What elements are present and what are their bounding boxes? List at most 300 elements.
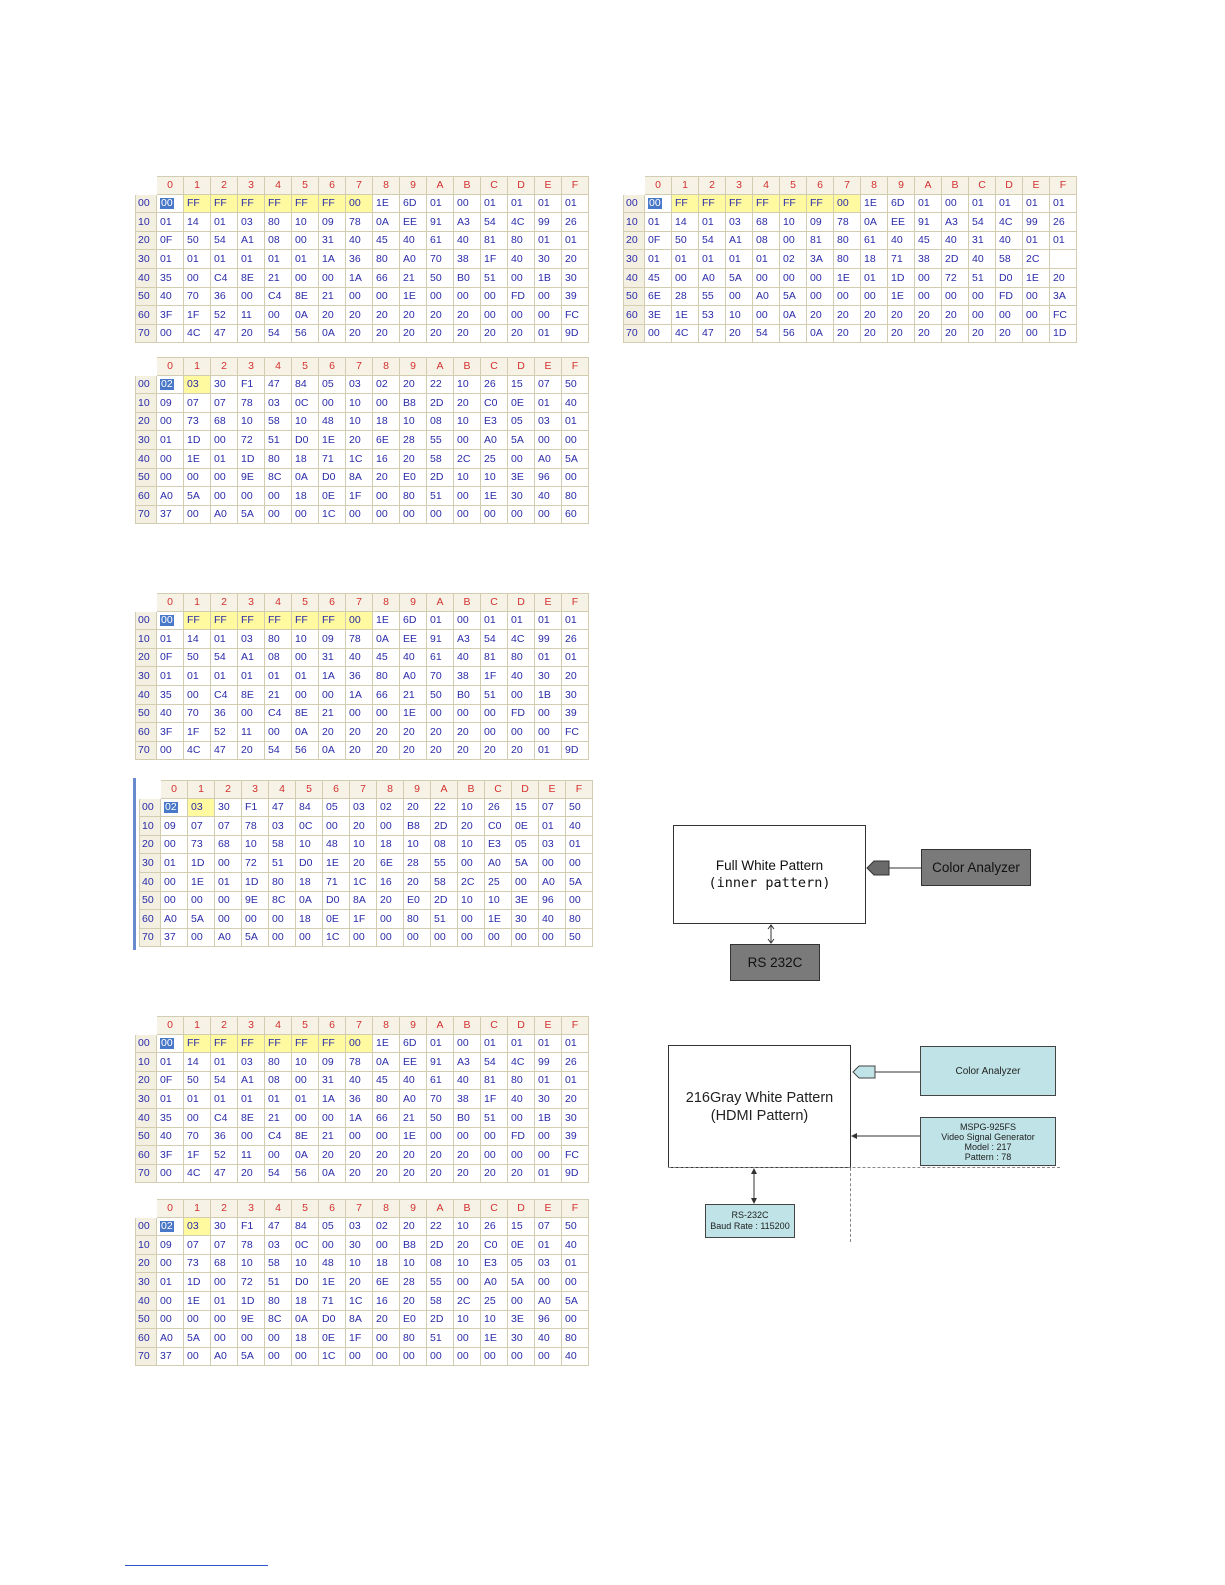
hex-cell: 26	[1050, 213, 1077, 232]
hex-cell: 00	[562, 469, 589, 488]
hex-cell: 38	[915, 250, 942, 269]
column-header: 6	[319, 1199, 346, 1218]
hex-cell: 00	[319, 686, 346, 705]
hex-cell: 30	[562, 686, 589, 705]
hex-cell: 08	[265, 649, 292, 668]
hex-cell: 00	[508, 269, 535, 288]
hex-cell: 15	[508, 376, 535, 395]
row-header: 60	[135, 487, 157, 506]
hex-cell: 39	[562, 1128, 589, 1147]
hex-cell: 48	[323, 836, 350, 855]
hex-cell: FF	[319, 1035, 346, 1054]
hex-cell: 40	[454, 232, 481, 251]
column-header: 8	[373, 593, 400, 612]
hex-cell: 07	[535, 1218, 562, 1237]
hex-cell: 84	[292, 1218, 319, 1237]
hex-cell: 00	[427, 1128, 454, 1147]
hex-cell: 9E	[238, 1311, 265, 1330]
hex-cell: 01	[481, 612, 508, 631]
hex-cell: 26	[481, 376, 508, 395]
hex-cell: 20	[373, 1165, 400, 1184]
hex-cell: 52	[211, 723, 238, 742]
hex-cell: 01	[535, 195, 562, 214]
hex-cell: 96	[535, 1311, 562, 1330]
row-header: 60	[135, 1329, 157, 1348]
hex-cell: 10	[454, 1311, 481, 1330]
column-header: 1	[184, 1199, 211, 1218]
hex-cell: 28	[672, 288, 699, 307]
column-header: 3	[726, 176, 753, 195]
hex-cell: 00	[834, 288, 861, 307]
hex-cell: D0	[292, 1273, 319, 1292]
hex-cell: 36	[346, 250, 373, 269]
hex-cell: 00	[481, 723, 508, 742]
hex-cell: 21	[265, 1109, 292, 1128]
hex-cell: B0	[454, 1109, 481, 1128]
hex-cell: 00	[269, 910, 296, 929]
hex-cell: 56	[292, 325, 319, 344]
hex-cell: 00	[508, 506, 535, 525]
color-analyzer-box: Color Analyzer	[921, 849, 1031, 886]
row-header: 30	[139, 854, 161, 873]
hex-cell: 20	[454, 1236, 481, 1255]
hex-cell: 00	[535, 1128, 562, 1147]
hex-cell: 47	[269, 799, 296, 818]
hex-cell: 84	[292, 376, 319, 395]
hex-cell: 51	[969, 269, 996, 288]
hex-cell: 01	[211, 1053, 238, 1072]
hex-cell: 2D	[427, 394, 454, 413]
hex-cell: A0	[485, 854, 512, 873]
hex-cell: 10	[292, 630, 319, 649]
hex-cell: 26	[481, 1218, 508, 1237]
hex-cell: 2D	[427, 1311, 454, 1330]
hex-cell: 35	[157, 1109, 184, 1128]
column-header: D	[508, 1016, 535, 1035]
hex-cell: 30	[508, 487, 535, 506]
row-header: 20	[135, 232, 157, 251]
hex-cell: 00	[184, 1311, 211, 1330]
hex-cell: FD	[508, 1128, 535, 1147]
hex-cell: 40	[157, 288, 184, 307]
hex-cell: 00	[535, 506, 562, 525]
hex-table	[135, 593, 589, 760]
hex-cell: 00	[157, 1255, 184, 1274]
hex-cell: 16	[373, 1292, 400, 1311]
hex-cell: 21	[265, 686, 292, 705]
hex-cell: 80	[373, 250, 400, 269]
hex-cell: 30	[535, 1090, 562, 1109]
column-header: 9	[400, 357, 427, 376]
hex-cell: 45	[373, 649, 400, 668]
hex-cell: D0	[296, 854, 323, 873]
hex-cell: 00	[562, 1311, 589, 1330]
hex-cell: FD	[508, 288, 535, 307]
hex-cell: 9D	[562, 325, 589, 344]
hex-cell: 52	[211, 306, 238, 325]
hex-cell: 18	[373, 1255, 400, 1274]
hex-cell: 0E	[319, 1329, 346, 1348]
hex-cell: 38	[454, 250, 481, 269]
hex-cell: 0F	[157, 1072, 184, 1091]
hex-cell: 00	[292, 1072, 319, 1091]
hex-cell: 80	[566, 910, 593, 929]
hex-cell: 01	[645, 213, 672, 232]
hex-cell: EE	[888, 213, 915, 232]
hex-cell: 10	[454, 1218, 481, 1237]
hex-cell: 30	[508, 1329, 535, 1348]
hex-cell: 20	[458, 817, 485, 836]
hex-cell: 1D	[184, 431, 211, 450]
hex-cell: 99	[1023, 213, 1050, 232]
hex-cell: 08	[753, 232, 780, 251]
row-header: 10	[135, 394, 157, 413]
hex-cell: B8	[400, 1236, 427, 1255]
hex-cell: 00	[238, 1128, 265, 1147]
hex-cell: 00	[562, 431, 589, 450]
hex-cell: 81	[481, 232, 508, 251]
column-header: 6	[319, 593, 346, 612]
hex-cell: 1E	[861, 195, 888, 214]
hex-cell: 01	[211, 1292, 238, 1311]
column-header: 3	[238, 1016, 265, 1035]
hex-cell: 40	[346, 232, 373, 251]
hex-cell: 70	[184, 1128, 211, 1147]
column-header: 2	[211, 357, 238, 376]
hex-cell: 4C	[184, 742, 211, 761]
hex-cell: 20	[400, 450, 427, 469]
hex-cell: 5A	[726, 269, 753, 288]
hex-cell: 78	[834, 213, 861, 232]
hex-cell: 73	[188, 836, 215, 855]
hex-cell: 80	[562, 1329, 589, 1348]
hex-cell: 01	[562, 195, 589, 214]
hex-cell: 01	[211, 1090, 238, 1109]
hex-cell: 1C	[350, 873, 377, 892]
hex-cell: 01	[726, 250, 753, 269]
hex-cell: 21	[319, 1128, 346, 1147]
hex-cell: 01	[481, 1035, 508, 1054]
pattern-subtitle: (HDMI Pattern)	[710, 1107, 809, 1124]
hex-cell: 00	[915, 288, 942, 307]
column-header: 0	[161, 780, 188, 799]
hex-cell: 21	[400, 686, 427, 705]
hex-cell: 1A	[346, 269, 373, 288]
hex-cell: 00	[319, 1109, 346, 1128]
hex-cell: 20	[1050, 269, 1077, 288]
row-header: 20	[135, 1255, 157, 1274]
column-header: F	[562, 1016, 589, 1035]
hex-cell: 20	[373, 325, 400, 344]
hex-cell: 00	[427, 705, 454, 724]
hex-cell: 8C	[269, 892, 296, 911]
hex-cell: 40	[562, 1348, 589, 1367]
hex-cell: 01	[699, 250, 726, 269]
hex-cell: 09	[157, 394, 184, 413]
hex-cell: 4C	[508, 1053, 535, 1072]
hex-cell: 01	[645, 250, 672, 269]
hex-cell: 01	[157, 667, 184, 686]
hex-cell: 20	[481, 1165, 508, 1184]
selected-byte: 02	[161, 378, 173, 391]
hex-cell: 50	[566, 929, 593, 948]
hex-cell: 2C	[454, 450, 481, 469]
hex-cell: 20	[400, 1165, 427, 1184]
column-header: 8	[377, 780, 404, 799]
hex-cell: 21	[319, 705, 346, 724]
hex-cell: 03	[238, 630, 265, 649]
table-corner	[135, 1016, 157, 1035]
column-header: 6	[319, 357, 346, 376]
hex-cell: 47	[211, 1165, 238, 1184]
hex-cell: 1E	[184, 1292, 211, 1311]
column-header: 2	[211, 593, 238, 612]
hex-cell: 36	[211, 288, 238, 307]
column-header: A	[431, 780, 458, 799]
hex-cell: 1A	[319, 667, 346, 686]
column-header: 2	[211, 1016, 238, 1035]
pattern-title: Full White Pattern	[715, 858, 824, 873]
hex-cell: 03	[539, 836, 566, 855]
hex-cell: 00	[292, 1109, 319, 1128]
hex-cell: 5A	[508, 1273, 535, 1292]
column-header: A	[427, 1016, 454, 1035]
hex-cell: 05	[319, 376, 346, 395]
hex-cell: C4	[265, 1128, 292, 1147]
hex-cell: 0E	[319, 487, 346, 506]
hex-cell: B8	[404, 817, 431, 836]
hex-cell: 01	[184, 1090, 211, 1109]
hex-cell: 01	[535, 1072, 562, 1091]
hex-cell: 00	[184, 1109, 211, 1128]
hex-cell: 14	[184, 1053, 211, 1072]
hex-cell: 66	[373, 686, 400, 705]
hex-cell: A1	[726, 232, 753, 251]
hex-cell: 00	[211, 431, 238, 450]
hex-cell: 00	[427, 506, 454, 525]
hex-cell: 20	[427, 723, 454, 742]
hex-cell: 5A	[188, 910, 215, 929]
hex-cell: 20	[454, 723, 481, 742]
hex-cell: 10	[292, 1255, 319, 1274]
hex-cell: 8E	[238, 1109, 265, 1128]
row-header: 50	[135, 1128, 157, 1147]
row-header: 00	[623, 195, 645, 214]
row-header: 50	[135, 705, 157, 724]
hex-cell: 20	[377, 892, 404, 911]
hex-cell: 20	[481, 325, 508, 344]
hex-cell: FC	[562, 306, 589, 325]
hex-cell: 10	[292, 1053, 319, 1072]
hex-cell: 1F	[184, 306, 211, 325]
hex-cell: 2D	[427, 1236, 454, 1255]
hex-cell: 8E	[238, 269, 265, 288]
hex-cell: 00	[562, 1273, 589, 1292]
hex-cell: A0	[211, 1348, 238, 1367]
column-header: 5	[292, 1016, 319, 1035]
hex-cell: 00	[431, 929, 458, 948]
hex-cell: 01	[672, 250, 699, 269]
hex-cell: 26	[562, 1053, 589, 1072]
hex-cell: D0	[323, 892, 350, 911]
row-header: 20	[139, 836, 161, 855]
hex-cell: 39	[562, 705, 589, 724]
hex-cell: 1E	[319, 1273, 346, 1292]
hex-cell: 00	[481, 705, 508, 724]
row-header: 10	[135, 1053, 157, 1072]
hex-cell: 00	[454, 195, 481, 214]
column-header: F	[562, 1199, 589, 1218]
hex-cell: 31	[319, 232, 346, 251]
hex-cell: 10	[458, 799, 485, 818]
hex-cell: 15	[512, 799, 539, 818]
hex-cell: 54	[211, 1072, 238, 1091]
table-corner	[135, 357, 157, 376]
hex-cell	[157, 1035, 184, 1054]
hex-cell: 01	[508, 195, 535, 214]
hex-cell: 20	[726, 325, 753, 344]
hex-cell: 3F	[157, 306, 184, 325]
column-header: 0	[157, 1016, 184, 1035]
hex-cell: 01	[427, 612, 454, 631]
hex-cell: 08	[431, 836, 458, 855]
hex-cell: 00	[481, 1146, 508, 1165]
hex-cell: 00	[373, 1348, 400, 1367]
hex-cell: 20	[319, 1146, 346, 1165]
hex-cell: 00	[726, 288, 753, 307]
hex-cell: 03	[238, 1053, 265, 1072]
hex-cell: 01	[184, 667, 211, 686]
hex-cell: 03	[726, 213, 753, 232]
hex-cell: 20	[969, 325, 996, 344]
hex-cell: 0A	[292, 306, 319, 325]
hex-cell: 40	[400, 232, 427, 251]
pattern-subtitle: (inner pattern)	[708, 875, 831, 891]
hex-cell: 00	[211, 1273, 238, 1292]
hex-cell: 0A	[373, 1053, 400, 1072]
hex-cell: 10	[292, 413, 319, 432]
hex-cell: 20	[238, 1165, 265, 1184]
column-header: 4	[753, 176, 780, 195]
row-header: 60	[623, 306, 645, 325]
hex-cell: 03	[265, 394, 292, 413]
hex-cell: 00	[292, 269, 319, 288]
hex-cell: 10	[454, 376, 481, 395]
hex-cell: 01	[535, 325, 562, 344]
hex-cell: 00	[211, 1329, 238, 1348]
hex-cell: 00	[377, 929, 404, 948]
column-header: 7	[346, 357, 373, 376]
row-header: 00	[139, 799, 161, 818]
hex-cell: 71	[888, 250, 915, 269]
hex-cell: 01	[915, 195, 942, 214]
rs232c-box: RS 232C	[730, 944, 820, 981]
column-header: D	[512, 780, 539, 799]
hex-cell: 20	[319, 723, 346, 742]
hex-cell: 25	[485, 873, 512, 892]
hex-cell: 18	[861, 250, 888, 269]
hex-cell: 0A	[807, 325, 834, 344]
selected-byte: 00	[161, 197, 173, 210]
column-header: F	[562, 357, 589, 376]
hex-cell: 1E	[481, 1329, 508, 1348]
hex-cell: 0F	[157, 232, 184, 251]
hex-cell: 22	[431, 799, 458, 818]
hex-cell: 80	[265, 1292, 292, 1311]
hex-cell: 1E	[373, 612, 400, 631]
hex-cell: 01	[535, 1165, 562, 1184]
hex-cell: FF	[319, 612, 346, 631]
column-header: 8	[861, 176, 888, 195]
column-header: C	[481, 176, 508, 195]
hex-cell: 01	[265, 1090, 292, 1109]
row-header: 50	[135, 469, 157, 488]
hex-cell: 00	[346, 1035, 373, 1054]
hex-cell: 00	[780, 269, 807, 288]
hex-cell: 20	[915, 306, 942, 325]
row-header: 30	[135, 667, 157, 686]
hex-cell: A0	[400, 250, 427, 269]
hex-cell: 08	[427, 1255, 454, 1274]
hex-cell: 01	[211, 630, 238, 649]
hex-cell: 78	[238, 394, 265, 413]
hex-cell: 80	[265, 450, 292, 469]
hex-cell: 1F	[184, 1146, 211, 1165]
hex-cell: 37	[157, 1348, 184, 1367]
hex-cell: 36	[346, 1090, 373, 1109]
hex-cell: 20	[400, 1292, 427, 1311]
hex-cell: 50	[562, 1218, 589, 1237]
hex-cell: 00	[184, 506, 211, 525]
hex-cell: A0	[753, 288, 780, 307]
hex-cell: 51	[427, 487, 454, 506]
hex-cell: FF	[753, 195, 780, 214]
column-header: 7	[834, 176, 861, 195]
hex-cell: 28	[404, 854, 431, 873]
row-header: 60	[135, 723, 157, 742]
hex-cell: 5A	[184, 487, 211, 506]
hex-cell: 00	[346, 195, 373, 214]
hex-cell: 5A	[562, 450, 589, 469]
hex-cell: 00	[454, 506, 481, 525]
row-header: 50	[623, 288, 645, 307]
column-header: 1	[184, 357, 211, 376]
hex-cell: 01	[157, 250, 184, 269]
hex-cell: 00	[508, 686, 535, 705]
hex-cell: 21	[265, 269, 292, 288]
column-header: 9	[888, 176, 915, 195]
dashed-guide-v	[850, 1168, 851, 1242]
rs232c-box	[705, 1204, 795, 1238]
hex-cell: 54	[265, 325, 292, 344]
hex-cell: 8E	[292, 288, 319, 307]
hex-cell: 00	[346, 506, 373, 525]
column-header: 3	[238, 357, 265, 376]
hex-cell: 08	[427, 413, 454, 432]
column-header: 1	[184, 1016, 211, 1035]
hex-cell: 20	[346, 431, 373, 450]
hex-cell: 55	[699, 288, 726, 307]
hex-cell: 10	[481, 1311, 508, 1330]
hex-cell: 51	[481, 686, 508, 705]
column-header: 6	[319, 1016, 346, 1035]
hex-cell: 47	[211, 325, 238, 344]
hex-cell: 02	[780, 250, 807, 269]
row-header: 70	[135, 506, 157, 525]
gray-white-pattern-box	[668, 1045, 851, 1168]
hex-cell: 1A	[346, 1109, 373, 1128]
hex-cell: 3F	[157, 723, 184, 742]
